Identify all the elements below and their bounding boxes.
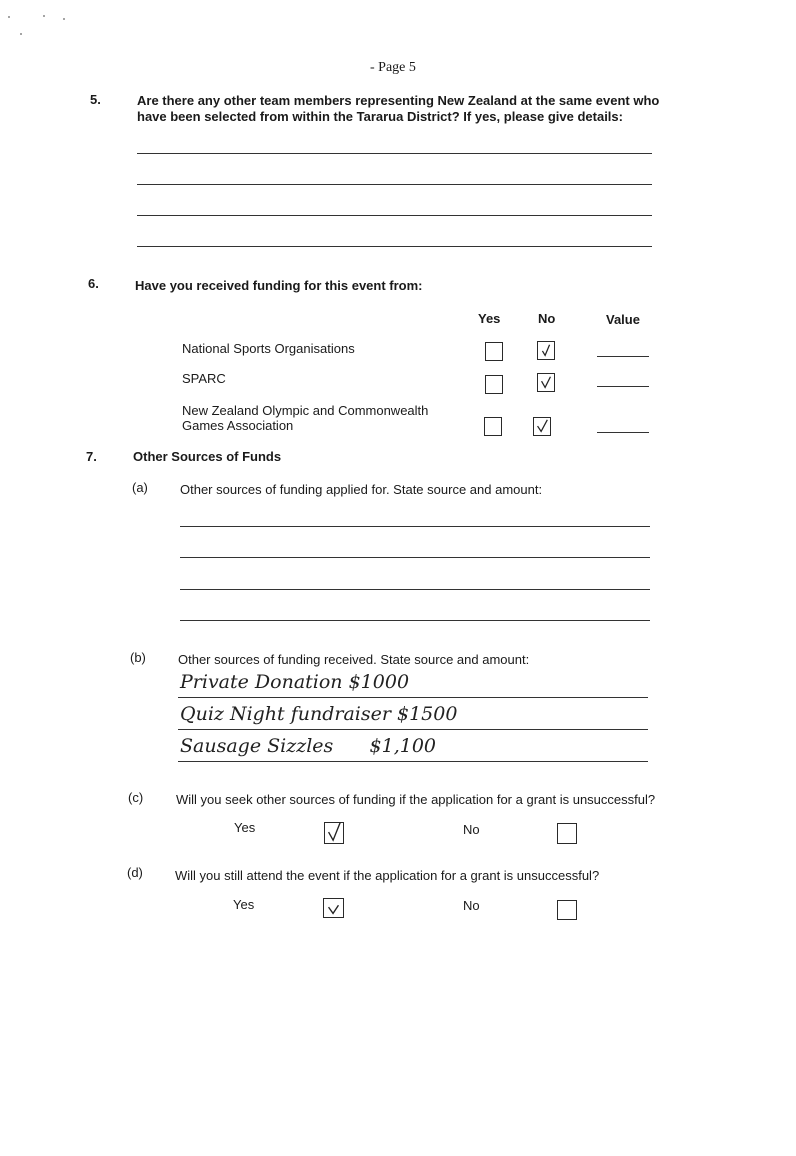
page-number: - Page 5 [370, 60, 416, 75]
attend-event-no-checkbox[interactable] [557, 900, 577, 920]
yes-option-label: Yes [234, 820, 256, 835]
subquestion-d-text: Will you still attend the event if the application for a grant is unsuccessful? [175, 868, 600, 883]
handwritten-entry: Private Donation $1000 [180, 671, 410, 693]
funding-yes-checkbox[interactable] [485, 342, 503, 361]
answer-line[interactable] [178, 697, 648, 698]
answer-line[interactable] [180, 557, 650, 558]
answer-line[interactable] [137, 184, 652, 185]
funding-row-label: National Sports Organisations [182, 341, 355, 356]
scan-speck [43, 15, 45, 17]
subquestion-a-marker: (a) [132, 480, 148, 495]
column-header-value: Value [606, 312, 640, 327]
answer-line[interactable] [180, 620, 650, 621]
subquestion-d-marker: (d) [127, 865, 143, 880]
question-5-number: 5. [90, 92, 101, 107]
subquestion-a-text: Other sources of funding applied for. State source and amount: [180, 482, 543, 497]
subquestion-b-marker: (b) [130, 650, 146, 665]
handwritten-entry: Sausage Sizzles $1,100 [180, 735, 437, 757]
funding-yes-checkbox[interactable] [485, 375, 503, 394]
subquestion-c-marker: (c) [128, 790, 144, 805]
question-5-text-line2: have been selected from within the Tararua District? If yes, please give details: [137, 109, 623, 124]
funding-no-checkbox[interactable] [537, 373, 555, 392]
funding-yes-checkbox[interactable] [484, 417, 502, 436]
funding-value-line[interactable] [597, 386, 649, 387]
funding-value-line[interactable] [597, 356, 649, 357]
answer-line[interactable] [178, 761, 648, 762]
funding-row-label: New Zealand Olympic and Commonwealth [182, 403, 429, 418]
seek-funding-no-checkbox[interactable] [557, 823, 577, 844]
answer-line[interactable] [178, 729, 648, 730]
answer-line[interactable] [137, 246, 652, 247]
checkmark-icon [538, 374, 554, 391]
checkmark-icon [324, 899, 343, 917]
question-7-title: Other Sources of Funds [133, 449, 282, 464]
scan-speck [20, 33, 22, 35]
no-option-label: No [463, 822, 480, 837]
yes-option-label: Yes [233, 897, 255, 912]
checkmark-icon [538, 342, 554, 359]
column-header-no: No [538, 311, 556, 326]
seek-funding-yes-checkbox[interactable] [324, 822, 344, 844]
funding-no-checkbox[interactable] [537, 341, 555, 360]
checkmark-icon [534, 418, 550, 435]
answer-line[interactable] [137, 215, 652, 216]
attend-event-yes-checkbox[interactable] [323, 898, 344, 918]
checkmark-icon [325, 823, 343, 843]
handwritten-entry: Quiz Night fundraiser $1500 [180, 703, 458, 725]
scan-speck [63, 18, 65, 20]
funding-row-label: Games Association [182, 418, 294, 433]
funding-row-label: SPARC [182, 371, 226, 386]
column-header-yes: Yes [478, 311, 501, 326]
subquestion-c-text: Will you seek other sources of funding if the application for a grant is unsuccessful? [176, 792, 656, 807]
funding-no-checkbox[interactable] [533, 417, 551, 436]
question-6-number: 6. [88, 276, 99, 291]
answer-line[interactable] [180, 589, 650, 590]
question-6-text: Have you received funding for this event from: [135, 278, 423, 293]
question-7-number: 7. [86, 449, 97, 464]
answer-line[interactable] [137, 153, 652, 154]
answer-line[interactable] [180, 526, 650, 527]
scan-speck [8, 16, 10, 18]
subquestion-b-text: Other sources of funding received. State source and amount: [178, 652, 530, 667]
no-option-label: No [463, 898, 480, 913]
question-5-text-line1: Are there any other team members representing New Zealand at the same event who [137, 93, 660, 108]
funding-value-line[interactable] [597, 432, 649, 433]
